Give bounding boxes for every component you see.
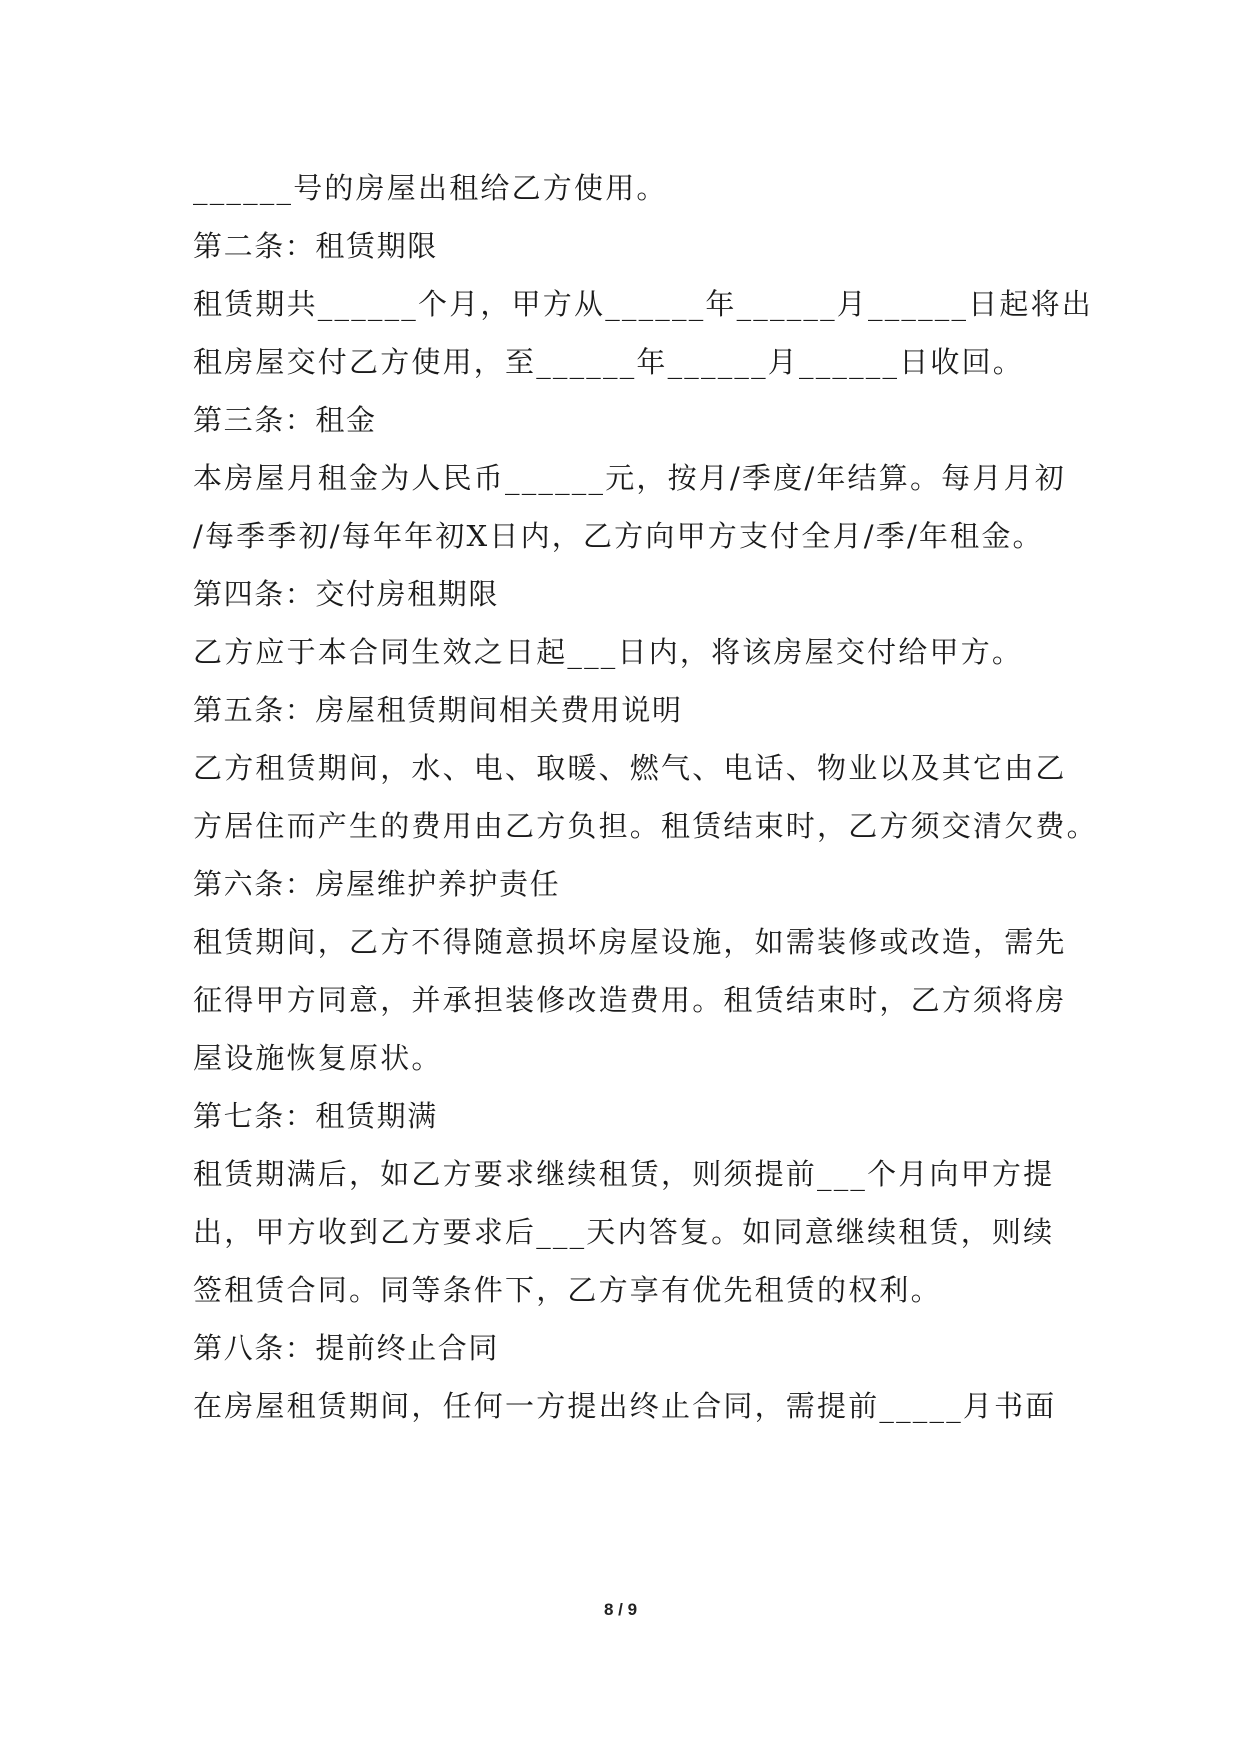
- article-heading: 第七条：租赁期满: [193, 1099, 438, 1133]
- text-line: 在房屋租赁期间，任何一方提出终止合同，需提前_____月书面: [193, 1389, 1057, 1423]
- page-number: 8 / 9: [603, 1600, 638, 1619]
- article-heading: 第五条：房屋租赁期间相关费用说明: [193, 693, 683, 727]
- article-heading: 第三条：租金: [193, 403, 377, 437]
- article-heading: 第六条：房屋维护养护责任: [193, 867, 561, 901]
- text-line: 乙方租赁期间，水、电、取暖、燃气、电话、物业以及其它由乙: [193, 751, 1067, 785]
- article-heading: 第二条：租赁期限: [193, 229, 438, 263]
- text-line: 方居住而产生的费用由乙方负担。租赁结束时，乙方须交清欠费。: [193, 809, 1098, 843]
- text-line: 屋设施恢复原状。: [193, 1041, 443, 1075]
- text-line: 租赁期共______个月，甲方从______年______月______日起将出: [193, 287, 1094, 321]
- text-line: 征得甲方同意，并承担装修改造费用。租赁结束时，乙方须将房: [193, 983, 1067, 1017]
- text-line: 本房屋月租金为人民币______元，按月/季度/年结算。每月月初: [193, 461, 1066, 495]
- text-line: 租赁期间，乙方不得随意损坏房屋设施，如需装修或改造，需先: [193, 925, 1067, 959]
- text-line: 租赁期满后，如乙方要求继续租赁，则须提前___个月向甲方提: [193, 1157, 1055, 1191]
- text-line: 乙方应于本合同生效之日起___日内，将该房屋交付给甲方。: [193, 635, 1024, 669]
- text-line: 出，甲方收到乙方要求后___天内答复。如同意继续租赁，则续: [193, 1215, 1055, 1249]
- article-heading: 第四条：交付房租期限: [193, 577, 500, 611]
- article-heading: 第八条：提前终止合同: [193, 1331, 500, 1365]
- text-line: 签租赁合同。同等条件下，乙方享有优先租赁的权利。: [193, 1273, 942, 1307]
- text-line: /每季季初/每年年初X日内，乙方向甲方支付全月/季/年租金。: [193, 519, 1044, 553]
- text-line: ______号的房屋出租给乙方使用。: [193, 171, 668, 205]
- text-line: 租房屋交付乙方使用，至______年______月______日收回。: [193, 345, 1025, 379]
